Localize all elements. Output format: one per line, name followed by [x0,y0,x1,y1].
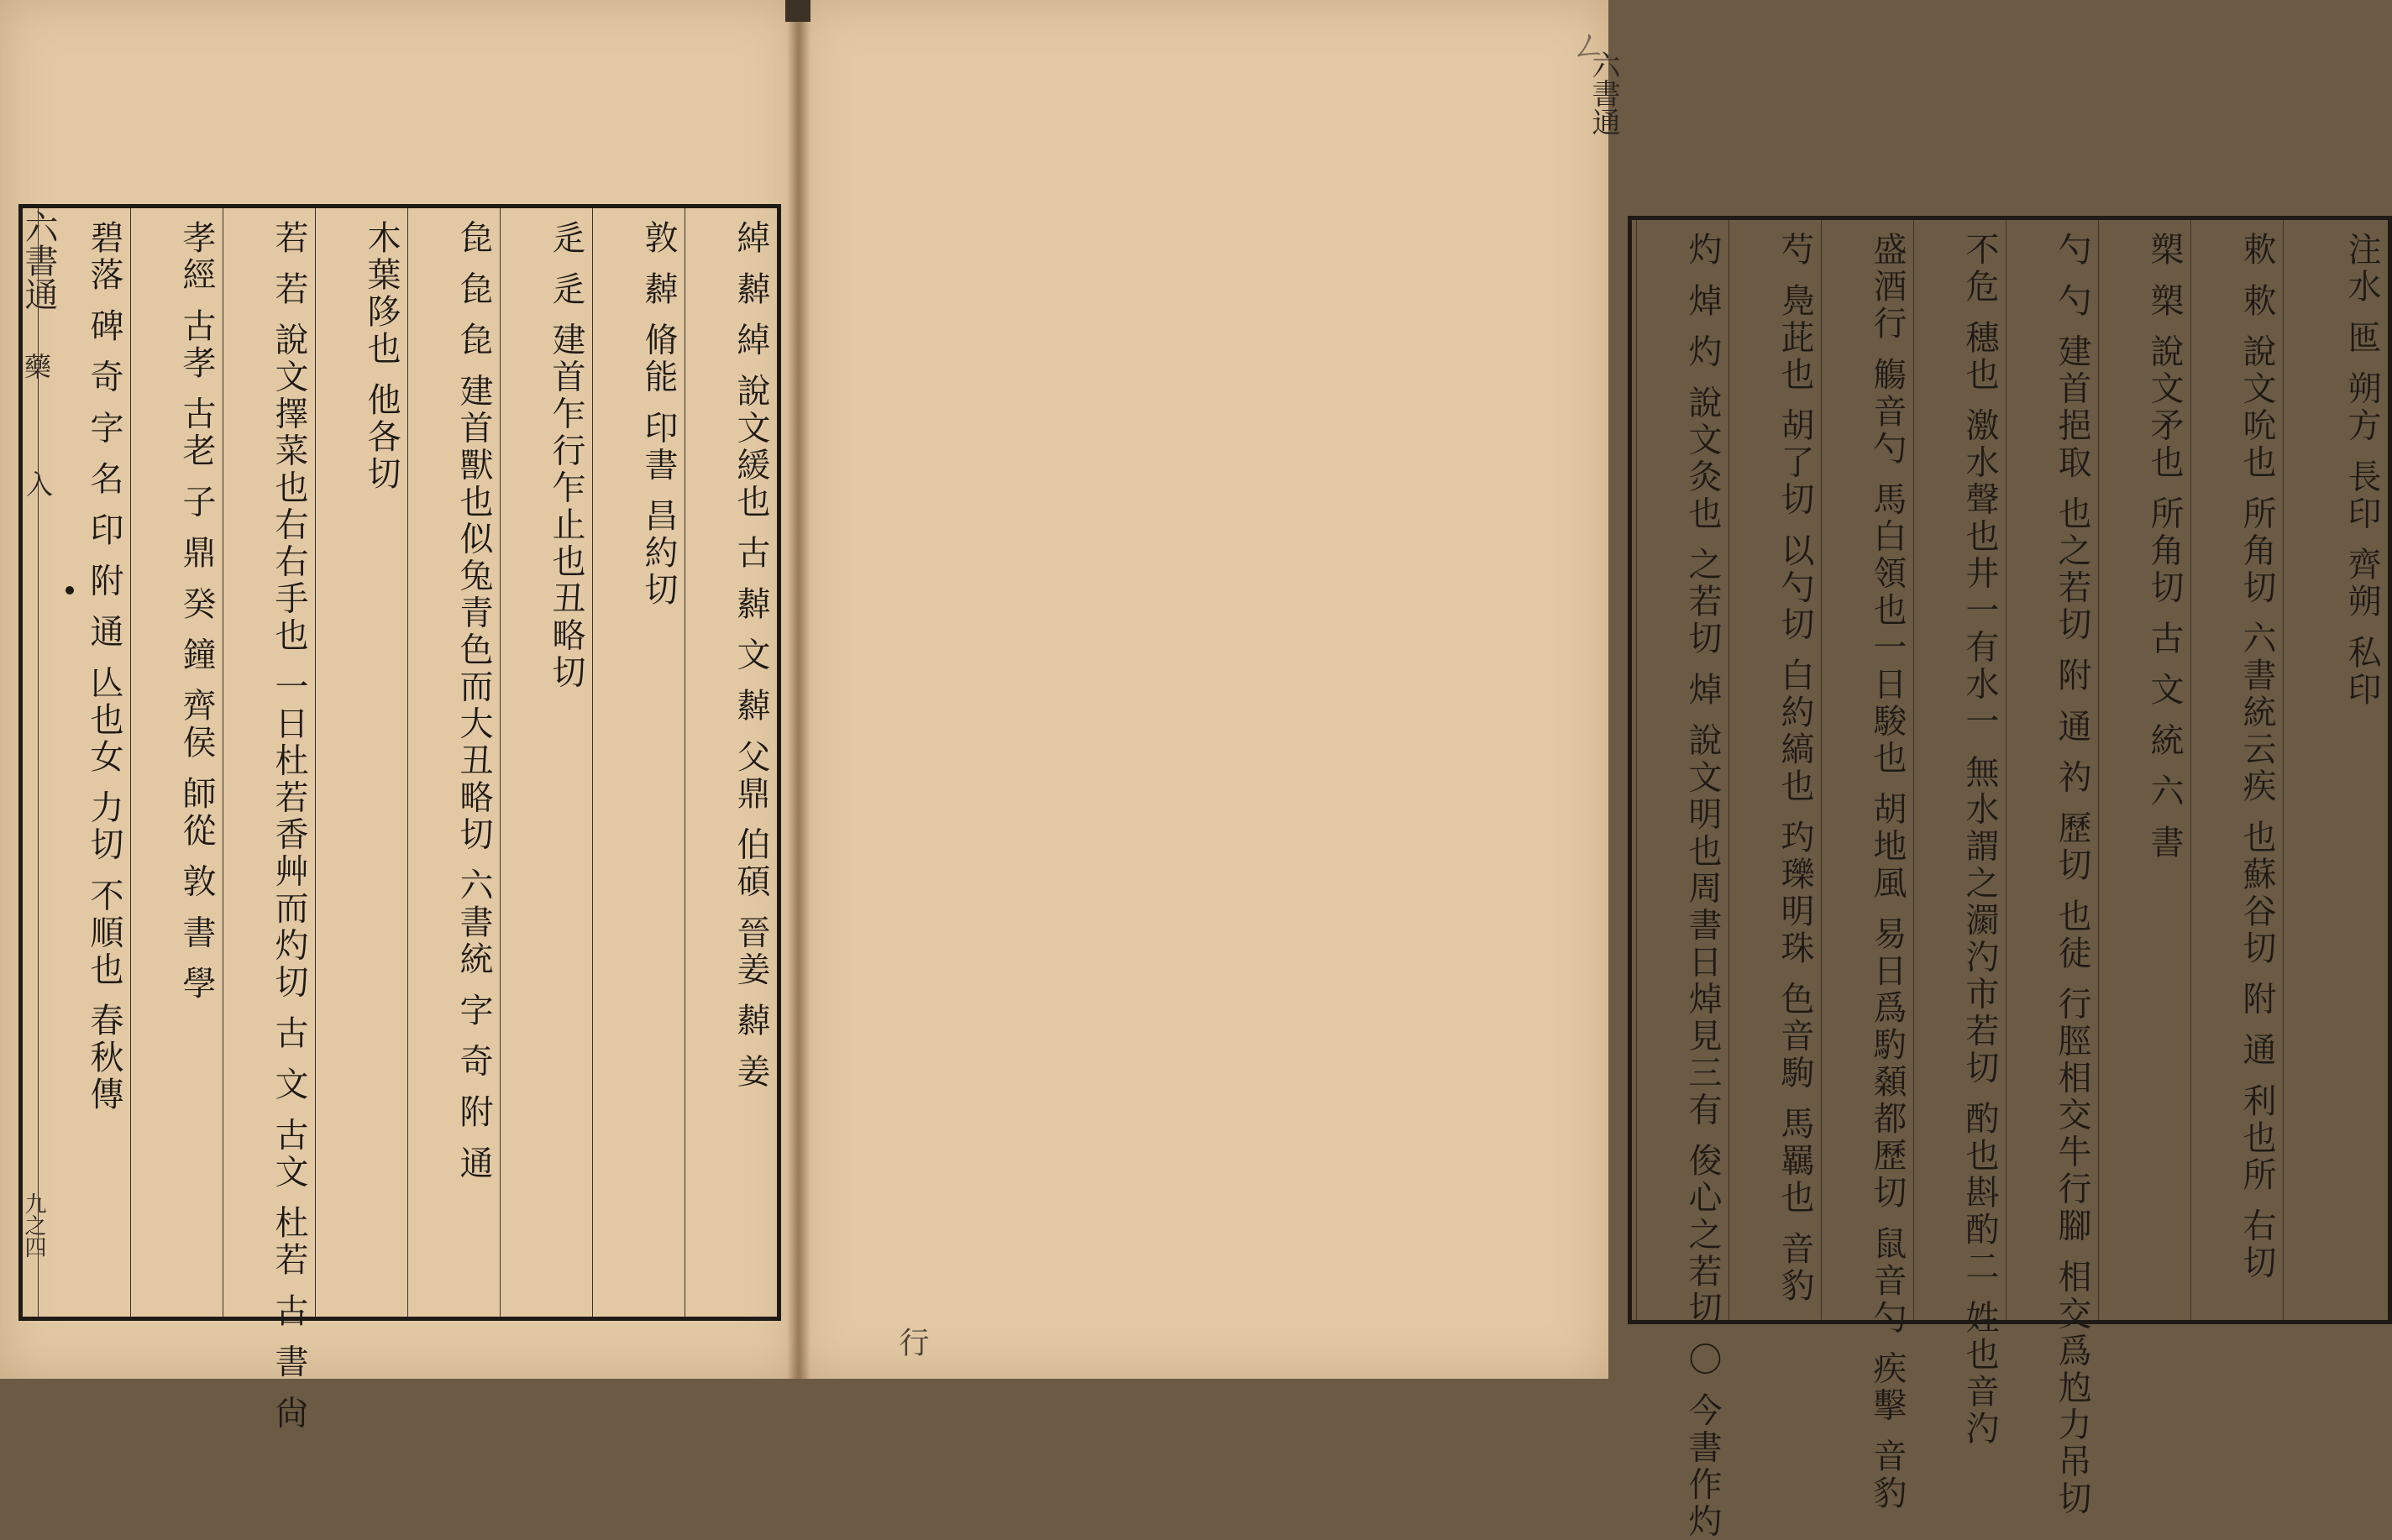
book-gutter [787,0,810,1379]
left-column-2: 敦 繛 脩能 印書 昌約切 [592,208,685,1317]
right-column-3: 槊 槊 說文矛也 所角切 古 文 統 六 書 [2098,220,2190,1320]
right-column-4: 勺 勺 建首挹取 也之若切 附 通 礿 歷切 也徒 行脛相交牛行腳 相交爲尥力吊切 [2006,220,2098,1320]
right-column-6: 盛酒行 觴音勺 馬白領也一日駿也 胡地風 易日爲馰顙都歷切 鼠音勺 疾擊 音豹 [1821,220,1913,1320]
ink-blot [66,586,74,595]
right-margin-title: 六書通 [1587,50,1620,136]
left-text-frame [18,204,781,1433]
right-column-2: 欶 欶 說文吮也 所角切 六書統云疾 也蘇谷切 附 通 利也所 右切 [2190,220,2283,1320]
right-page [798,0,2381,1540]
left-margin-title: 六書通 [19,210,58,311]
right-column-8: 灼 焯 灼 說文灸也 之若切 焯 說文明也周書日焯見三有 俊心之若切 〇 今書作灼 [1636,220,1728,1320]
bottom-mark: 行 [894,1327,929,1357]
right-text-frame [1628,216,2392,1540]
left-page [0,0,798,1433]
left-page-number: 九之四 [21,1192,46,1258]
spine-edge [785,0,810,22]
left-margin-section: 藥 [20,353,52,380]
left-column-1: 綽 繛 綽 說文緩也 古 繛 文 繛 父鼎 伯碩 晉姜 繛 姜 [685,208,777,1317]
left-column-3: 辵 辵 建首乍行乍止也丑略切 [500,208,592,1317]
left-column-4: 㲋 㲋 㲋 建首獸也似兔青色而大丑略切 六書統 字 奇 附 通 [407,208,500,1317]
right-column-5: 不危 穗也 激水聲也井一有水一 無水謂之瀱汋市若切 酌也斟酌二 姓也音汋 [1913,220,2006,1320]
left-column-6: 若 若 說文擇菜也右右手也 一日杜若香艸而灼切 古 文 古文 杜若 古 書 尙 [223,208,315,1317]
pencil-mark: ㄥ [1571,24,1608,67]
left-column-7: 孝經 古孝 古老 子 鼎 癸 鐘 齊侯 師從 敦 書 學 [130,208,223,1317]
right-column-1: 注水 匜 朔方 長印 齊朔 私印 [2283,220,2388,1320]
right-column-7: 芍 鳧茈也 胡了切 以勺切 白約縞也 玓瓅明珠 色音駒 馬羈也 音豹 [1728,220,1821,1320]
left-margin-numeral: 入 [22,470,54,497]
left-column-8: 碧落 碑 奇 字 名 印 附 通 亾也女 力切 不順也 春秋傳 [38,208,130,1317]
left-column-5: 木葉陊也 他各切 [315,208,407,1317]
